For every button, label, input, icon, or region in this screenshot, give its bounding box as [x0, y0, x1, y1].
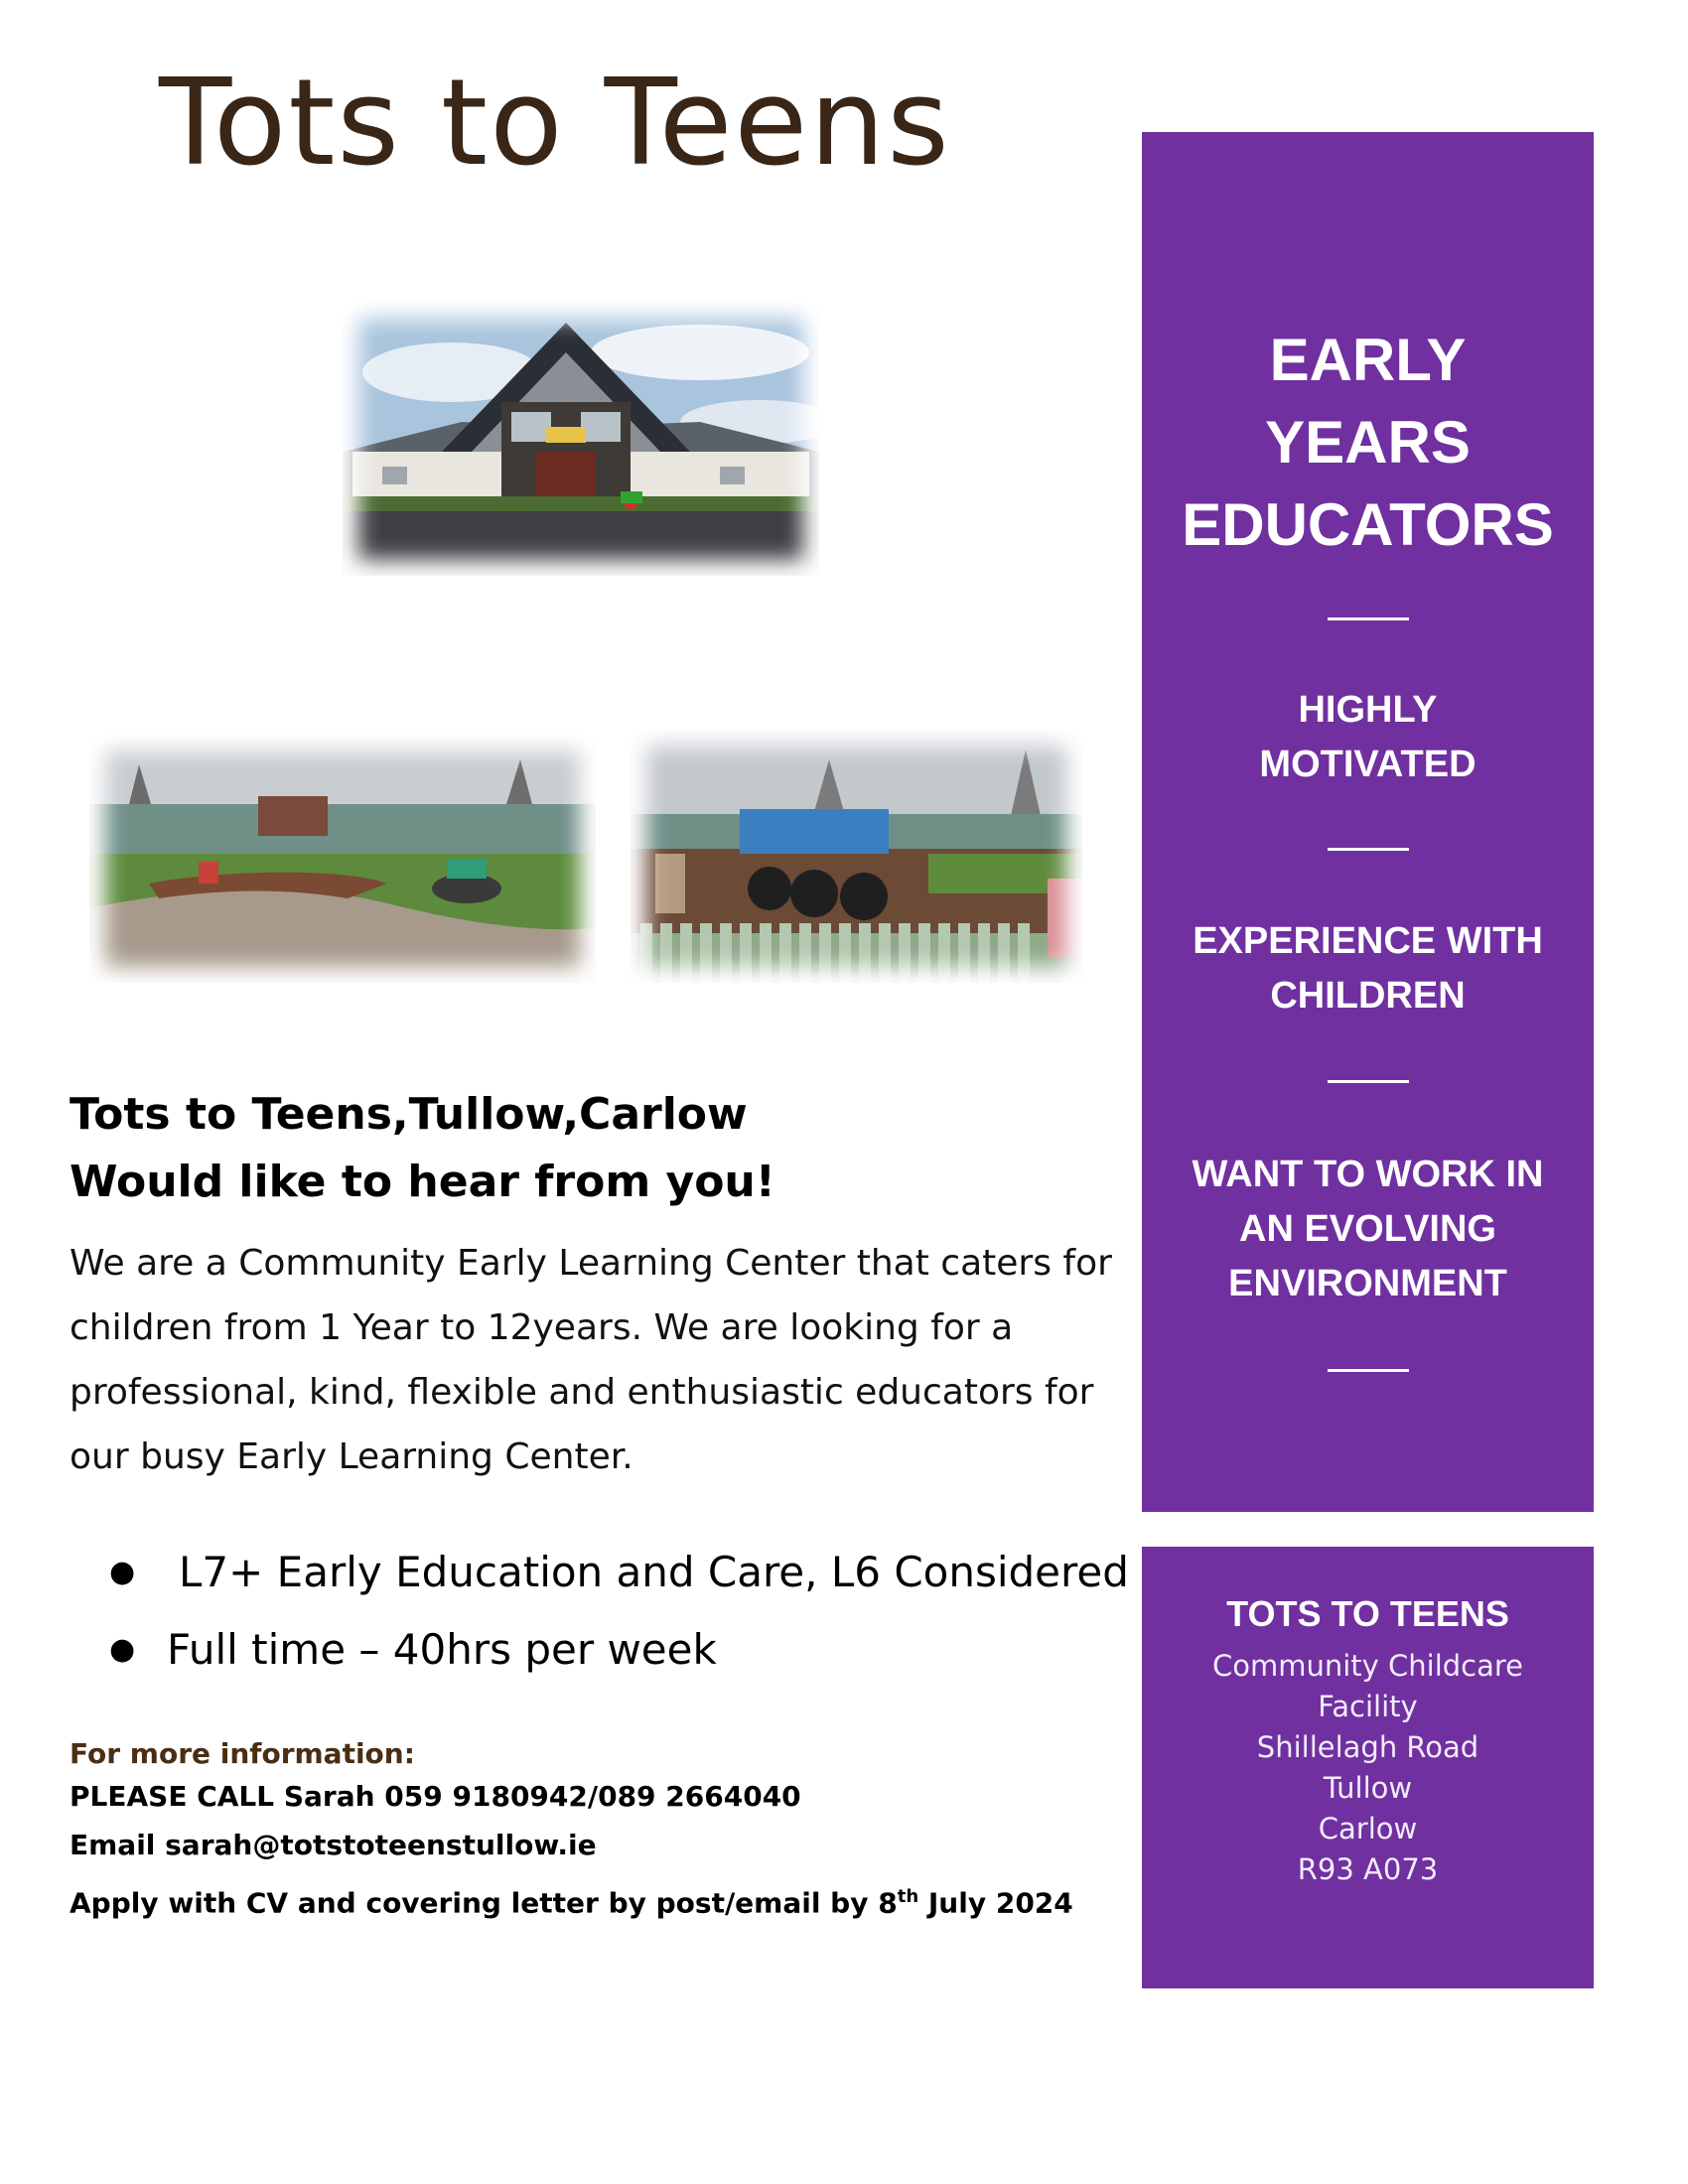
divider — [1328, 617, 1409, 620]
quality-motivated: HIGHLY MOTIVATED — [1259, 689, 1477, 785]
role-panel — [1142, 132, 1594, 1512]
quality-environment: WANT TO WORK IN AN EVOLVING ENVIRONMENT — [1192, 1154, 1544, 1304]
requirements-list — [109, 1534, 1129, 1689]
playground-photo — [631, 730, 1082, 983]
intro-paragraph: We are a Community Early Learning Center that caters for children from 1 Year to 12years. We are looking for a professional, kind, flexible and enthusiastic educators for our busy Early Learning Center. — [70, 1243, 1112, 1477]
bullet-icon: ● — [109, 1555, 136, 1589]
quality-experience: EXPERIENCE WITH CHILDREN — [1193, 920, 1543, 1017]
role-heading: EARLY YEARS EDUCATORS — [1182, 327, 1554, 558]
address-lines: Community Childcare Facility Shillelagh Road Tullow Carlow R93 A073 — [1211, 1649, 1524, 1886]
location-heading: Tots to Teens,Tullow,Carlow — [70, 1089, 748, 1140]
divider — [1328, 1369, 1409, 1372]
list-item: ● Full time – 40hrs per week — [109, 1611, 1129, 1689]
building-photo — [343, 303, 819, 576]
list-item: ● L7+ Early Education and Care, L6 Considered — [109, 1534, 1129, 1611]
address-title: TOTS TO TEENS — [1226, 1593, 1509, 1634]
address-panel — [1142, 1547, 1594, 1988]
phone-contact: PLEASE CALL Sarah 059 9180942/089 2664040 — [70, 1780, 801, 1813]
email-contact: Email sarah@totstoteenstullow.ie — [70, 1829, 597, 1861]
invite-heading: Would like to hear from you! — [70, 1157, 775, 1207]
apply-deadline: Apply with CV and covering letter by post/email by 8th July 2024 — [70, 1886, 1073, 1920]
bullet-icon: ● — [109, 1632, 136, 1667]
page-title: Tots to Teens — [159, 55, 951, 193]
divider — [1328, 848, 1409, 851]
garden-photo — [89, 735, 596, 983]
divider — [1328, 1080, 1409, 1083]
more-info-label: For more information: — [70, 1737, 415, 1770]
